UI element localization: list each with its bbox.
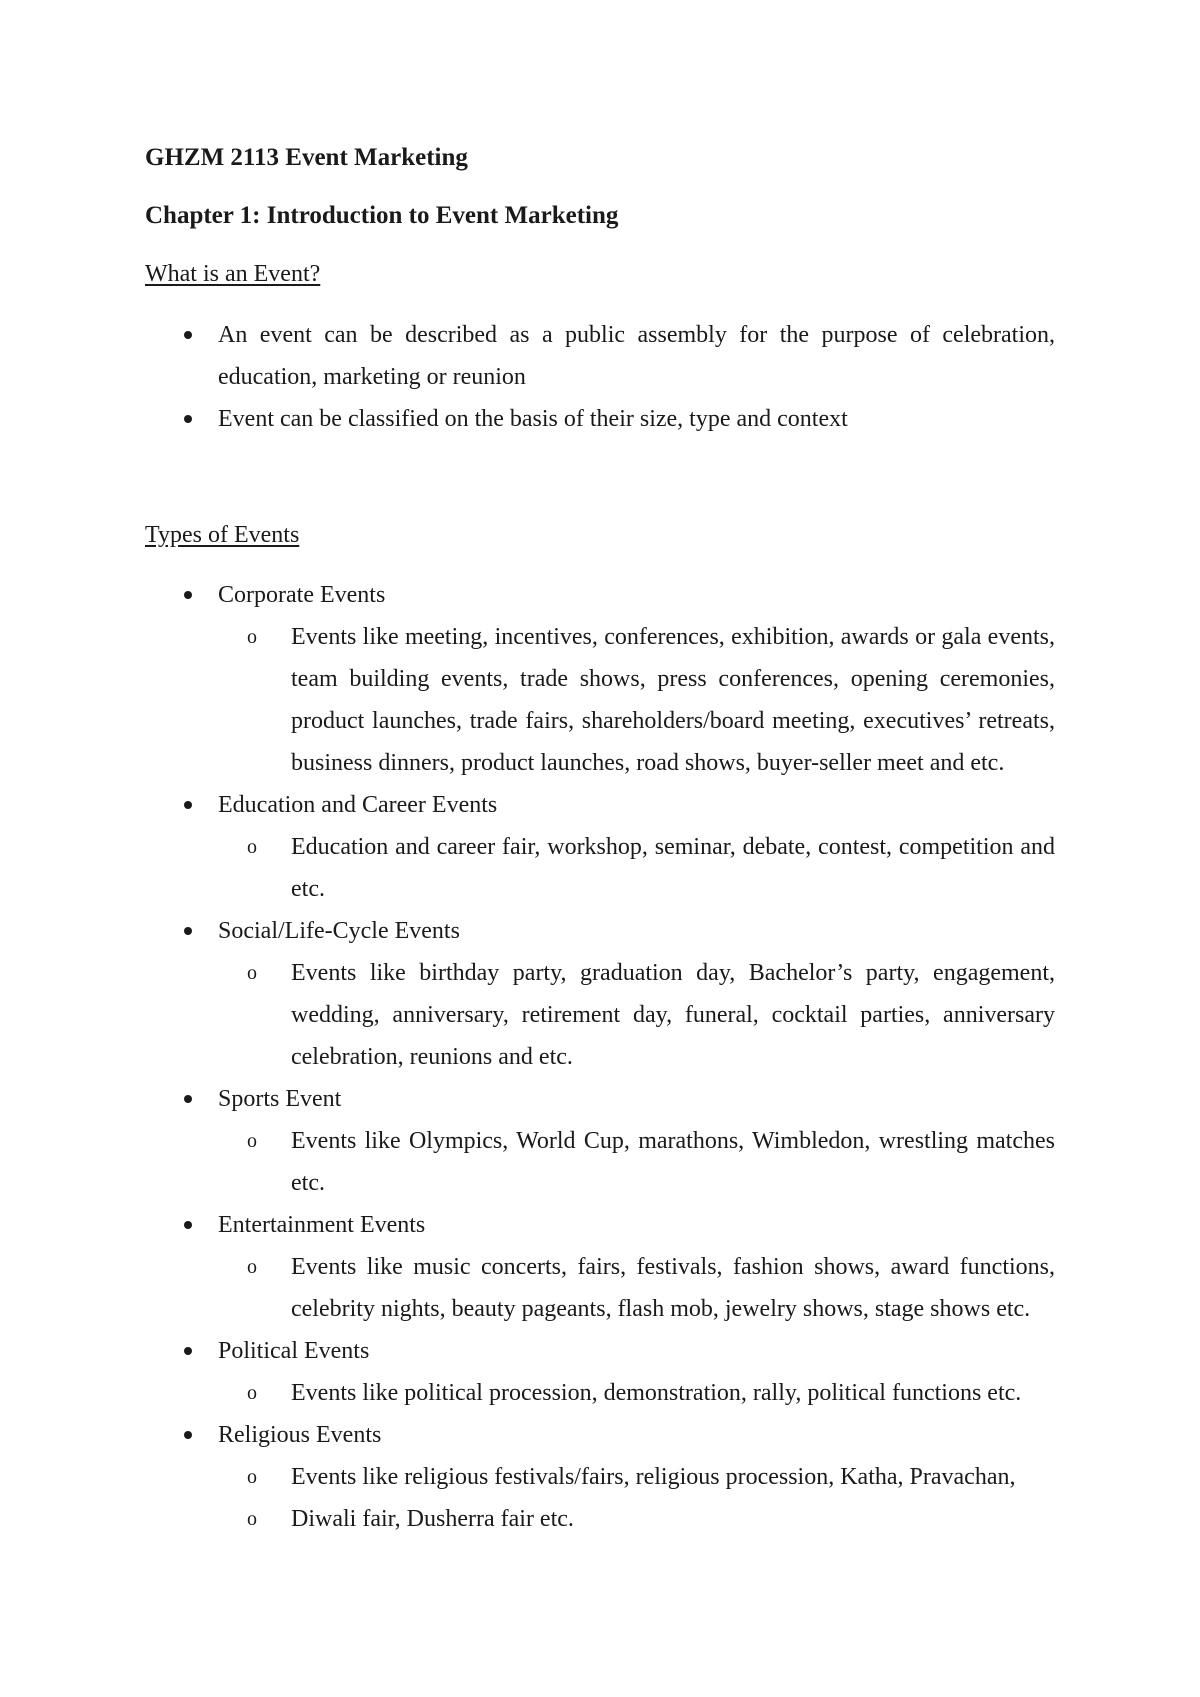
detail-item [218,1120,1055,1204]
what-is-event-heading: What is an Event? [145,261,321,287]
bullet-icon [184,415,192,423]
chapter-title: Chapter 1: Introduction to Event Marketing [145,202,619,229]
circle-bullet-icon: o [247,962,257,984]
bullet-icon [184,927,192,935]
circle-bullet-icon: o [247,626,257,648]
category-details [218,1456,1055,1540]
category-label: Education and Career Events [218,792,498,818]
category-label: Entertainment Events [218,1212,426,1238]
category-item [145,1204,1055,1330]
category-label: Religious Events [218,1422,382,1448]
circle-bullet-icon: o [247,1256,257,1278]
category-details [218,1372,1055,1414]
category-label: Social/Life-Cycle Events [218,918,460,944]
course-title: GHZM 2113 Event Marketing [145,144,468,171]
types-of-events-list [145,574,1055,1540]
detail-item [218,1456,1055,1498]
circle-bullet-icon: o [247,836,257,858]
circle-bullet-icon: o [247,1508,257,1530]
category-item [145,1414,1055,1540]
detail-text: Events like birthday party, graduation day, Bachelor’s party, engagement, wedding, anniversary, retirement day, funeral, cocktail parties, anniversary celebration, reunions and etc. [291,960,1055,1070]
category-details [218,952,1055,1078]
circle-bullet-icon: o [247,1382,257,1404]
detail-item [218,1498,1055,1540]
bullet-icon [184,1431,192,1439]
bullet-icon [184,801,192,809]
bullet-icon [184,1347,192,1355]
detail-item [218,1372,1055,1414]
bullet-icon [184,1095,192,1103]
bullet-icon [184,331,192,339]
detail-text: Diwali fair, Dusherra fair etc. [291,1506,574,1532]
circle-bullet-icon: o [247,1130,257,1152]
category-item [145,784,1055,910]
detail-text: Education and career fair, workshop, seminar, debate, contest, competition and etc. [291,834,1055,902]
what-is-event-list [145,314,1055,440]
detail-text: Events like meeting, incentives, conferences, exhibition, awards or gala events, team building events, trade shows, press conferences, opening ceremonies, product launches, trade fairs, shareholders/board meeting, executives’ retreats, business dinners, product launches, road shows, buyer-seller meet and etc. [291,624,1055,776]
bullet-text: An event can be described as a public assembly for the purpose of celebration, education, marketing or reunion [218,322,1055,390]
detail-item [218,826,1055,910]
circle-bullet-icon: o [247,1466,257,1488]
bullet-icon [184,1221,192,1229]
category-details [218,1120,1055,1204]
list-item [145,314,1055,398]
category-label: Political Events [218,1338,370,1364]
category-item [145,910,1055,1078]
detail-text: Events like music concerts, fairs, festivals, fashion shows, award functions, celebrity nights, beauty pageants, flash mob, jewelry shows, stage shows etc. [291,1254,1055,1322]
category-label: Sports Event [218,1086,342,1112]
category-details [218,826,1055,910]
list-item [145,398,1055,440]
category-details [218,616,1055,784]
category-item [145,574,1055,784]
category-label: Corporate Events [218,582,386,608]
bullet-text: Event can be classified on the basis of their size, type and context [218,406,848,432]
detail-item [218,616,1055,784]
bullet-icon [184,591,192,599]
detail-text: Events like Olympics, World Cup, marathons, Wimbledon, wrestling matches etc. [291,1128,1055,1196]
category-item [145,1078,1055,1204]
types-of-events-heading: Types of Events [145,522,300,548]
detail-text: Events like political procession, demonstration, rally, political functions etc. [291,1380,1022,1406]
detail-text: Events like religious festivals/fairs, religious procession, Katha, Pravachan, [291,1464,1016,1490]
detail-item [218,1246,1055,1330]
category-item [145,1330,1055,1414]
detail-item [218,952,1055,1078]
category-details [218,1246,1055,1330]
